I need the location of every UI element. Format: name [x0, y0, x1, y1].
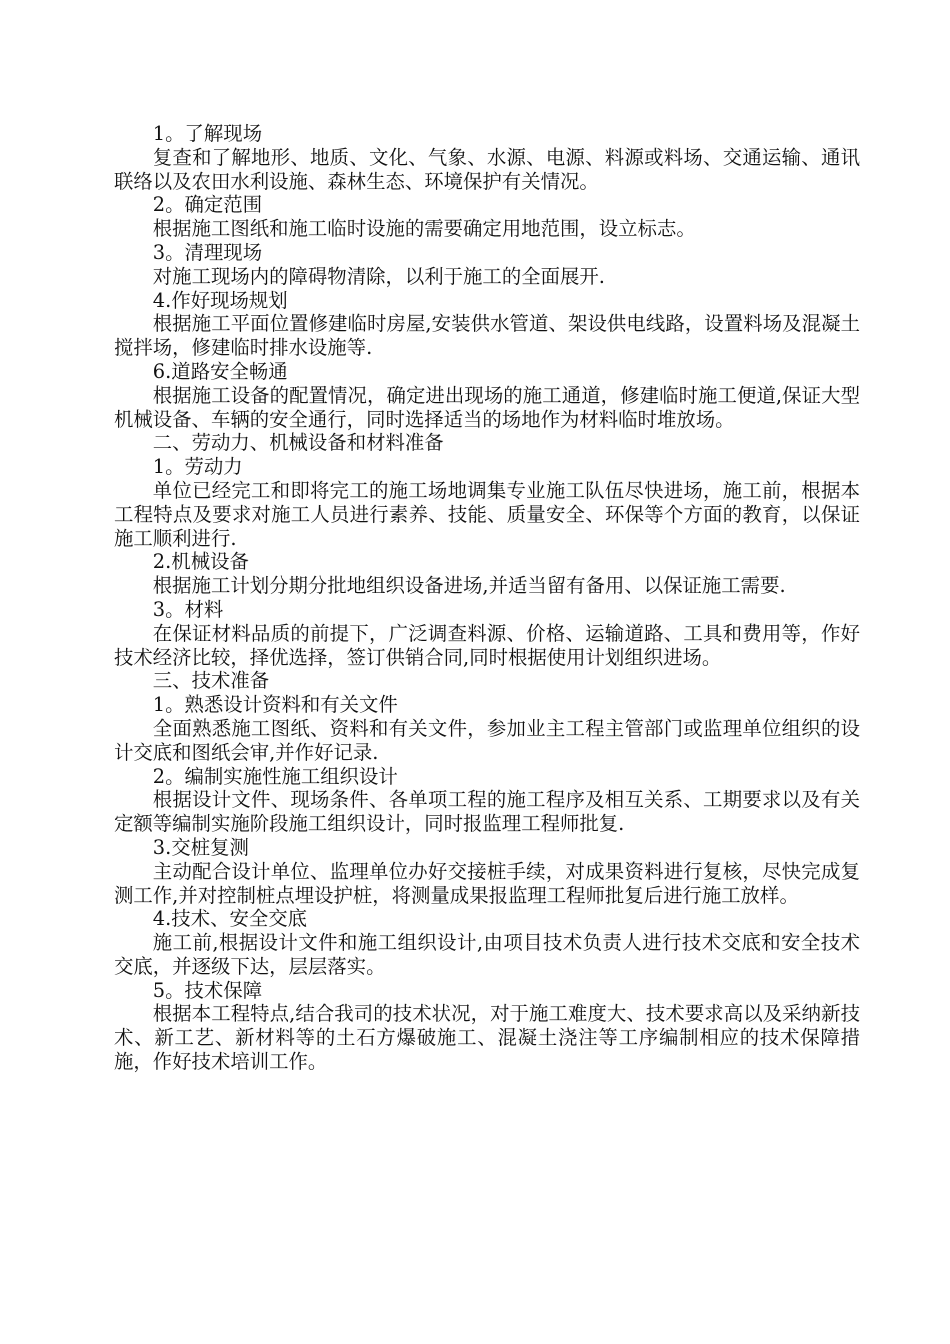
- heading-site-planning: 4.作好现场规划: [152, 288, 288, 312]
- heading-road-safety: 6.道路安全畅通: [152, 359, 288, 383]
- heading-materials: 3。材料: [152, 597, 224, 621]
- section-heading-labor-machinery: 二、劳动力、机械设备和材料准备: [152, 431, 444, 455]
- paragraph-construction-design: 根据设计文件、现场条件、各单项工程的施工程序及相互关系、工期要求以及有关定额等编制实施阶段施工组织设计，同时报监理工程师批复.: [114, 788, 860, 836]
- section-heading-technical-prep: 三、技术准备: [152, 669, 270, 693]
- heading-labor: 1。劳动力: [152, 455, 243, 479]
- paragraph-stake-survey: 主动配合设计单位、监理单位办好交接桩手续，对成果资料进行复核，尽快完成复测工作,并对控制桩点埋设护桩，将测量成果报监理工程师批复后进行施工放样。: [114, 859, 860, 907]
- heading-tech-support: 5。技术保障: [152, 978, 263, 1002]
- heading-design-docs: 1。熟悉设计资料和有关文件: [152, 693, 398, 717]
- document-page: [114, 122, 860, 1074]
- paragraph-materials: 在保证材料品质的前提下，广泛调查料源、价格、运输道路、工具和费用等，作好技术经济比较，择优选择，签订供销合同,同时根据使用计划组织进场。: [114, 621, 860, 669]
- paragraph-safety-briefing: 施工前,根据设计文件和施工组织设计,由项目技术负责人进行技术交底和安全技术交底，并逐级下达，层层落实。: [114, 931, 860, 978]
- paragraph-labor: 单位已经完工和即将完工的施工场地调集专业施工队伍尽快进场，施工前，根据本工程特点及要求对施工人员进行素养、技能、质量安全、环保等个方面的教育，以保证施工顺利进行.: [114, 478, 860, 550]
- paragraph-understand-site: 复查和了解地形、地质、文化、气象、水源、电源、料源或料场、交通运输、通讯联络以及农田水利设施、森林生态、环境保护有关情况。: [114, 145, 860, 193]
- heading-stake-survey: 3.交桩复测: [152, 835, 249, 859]
- heading-determine-scope: 2。确定范围: [152, 193, 263, 217]
- paragraph-determine-scope: 根据施工图纸和施工临时设施的需要确定用地范围，设立标志。: [152, 217, 696, 241]
- paragraph-site-planning: 根据施工平面位置修建临时房屋,安装供水管道、架设供电线路，设置料场及混凝土搅拌场，修建临时排水设施等.: [114, 312, 860, 360]
- heading-clear-site: 3。清理现场: [152, 240, 263, 264]
- paragraph-machinery: 根据施工计划分期分批地组织设备进场,并适当留有备用、以保证施工需要.: [152, 574, 786, 598]
- paragraph-clear-site: 对施工现场内的障碍物清除，以利于施工的全面展开.: [152, 264, 605, 288]
- paragraph-design-docs: 全面熟悉施工图纸、资料和有关文件，参加业主工程主管部门或监理单位组织的设计交底和图纸会审,并作好记录.: [114, 716, 860, 764]
- paragraph-road-safety: 根据施工设备的配置情况，确定进出现场的施工通道，修建临时施工便道,保证大型机械设备、车辆的安全通行，同时选择适当的场地作为材料临时堆放场。: [114, 383, 860, 431]
- heading-construction-design: 2。编制实施性施工组织设计: [152, 764, 398, 788]
- heading-safety-briefing: 4.技术、安全交底: [152, 907, 308, 931]
- paragraph-tech-support: 根据本工程特点,结合我司的技术状况，对于施工难度大、技术要求高以及采纳新技术、新工艺、新材料等的土石方爆破施工、混凝土浇注等工序编制相应的技术保障措施，作好技术培训工作。: [114, 1002, 860, 1074]
- heading-understand-site: 1。了解现场: [152, 122, 263, 145]
- heading-machinery: 2.机械设备: [152, 550, 249, 574]
